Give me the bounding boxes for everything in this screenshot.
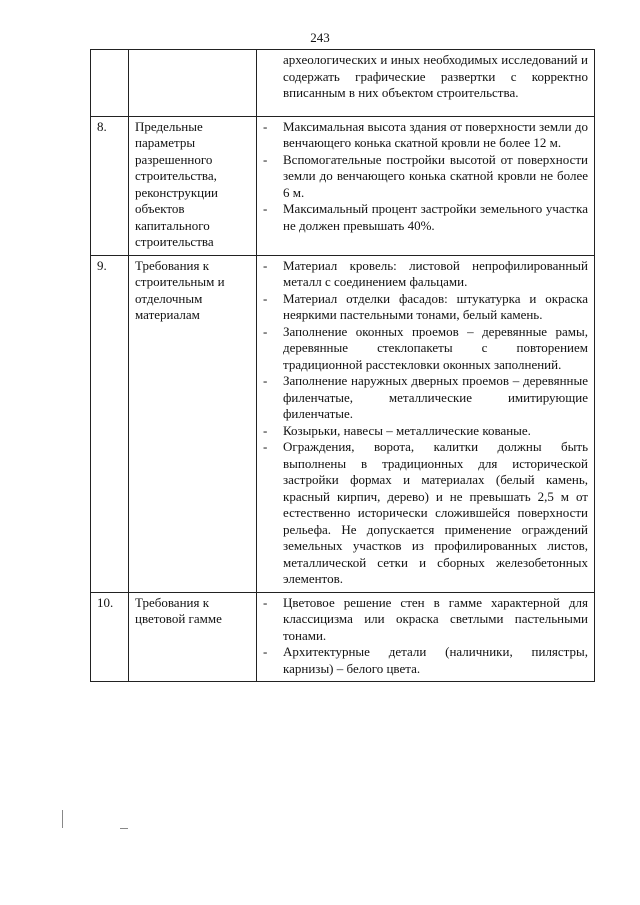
row-body (257, 50, 595, 117)
table-row-9 (91, 255, 595, 592)
dash-bullet: - (263, 201, 268, 216)
list-item: - Вспомогательные постройки высотой от поверхности земли до венчающего конька скатной кровли не более 6 м. (263, 151, 588, 200)
dash-bullet: - (263, 422, 268, 438)
list-item: - Архитектурные детали (наличники, пилястры, карнизы) – белого цвета. (263, 644, 588, 676)
scan-artifact (62, 810, 63, 828)
row-number: 9. (91, 255, 129, 592)
dash-bullet: - (263, 594, 268, 610)
dash-bullet: - (263, 257, 268, 273)
list-item: - Ограждения, ворота, калитки должны быть выполнены в традиционных для исторической застройки формах и материалах (белый камень, красный кирпич, дерево) и не превышать 2,5 м от естественно исторически сложившейся поверхности рельефа. Не допускается применение ограждений земельных участков из профилированных листов, металлической сетки и сборных железобетонных элементов. (263, 439, 588, 586)
dash-bullet: - (263, 373, 268, 388)
table-row-8 (91, 116, 595, 255)
dash-bullet: - (263, 323, 268, 339)
row-body (257, 116, 595, 255)
list-item: - Максимальная высота здания от поверхности земли до венчающего конька скатной кровли не более 12 м. (263, 118, 588, 150)
list-item: - Заполнение оконных проемов – деревянные рамы, деревянные стеклопакеты с повторением традиционной расстекловки оконных заполнений. (263, 323, 588, 372)
dash-bullet: - (263, 151, 268, 167)
dash-bullet: - (263, 290, 268, 306)
row-body (257, 255, 595, 592)
dash-bullet: - (263, 644, 268, 659)
list-item: - Материал отделки фасадов: штукатурка и окраска неяркими пастельными тонами, белый камень. (263, 290, 588, 322)
row-number: 8. (91, 116, 129, 255)
continuation-text: археологических и иных необходимых исследований и содержать графические развертки с корректно вписанным в них объектом строительства. (283, 52, 588, 100)
row-title: Требования к цветовой гамме (129, 592, 257, 682)
list-item: - Максимальный процент застройки земельного участка не должен превышать 40%. (263, 201, 588, 233)
list-item: - Заполнение наружных дверных проемов – деревянные филенчатые, металлические имитирующие филенчатые. (263, 373, 588, 421)
list-item: - Козырьки, навесы – металлические кованые. (263, 422, 531, 438)
page-number: 243 (310, 30, 330, 45)
list-item: - Материал кровель: листовой непрофилированный металл с соединением фальцами. (263, 257, 588, 289)
row-number (91, 50, 129, 117)
row-title: Требования к строительным и отделочным материалам (129, 255, 257, 592)
row-title (129, 50, 257, 117)
table-row-continuation (91, 50, 595, 117)
requirements-table (90, 49, 595, 682)
row-title: Предельные параметры разрешенного строительства, реконструкции объектов капитального строительства (129, 116, 257, 255)
scan-artifact (120, 828, 128, 829)
row-body (257, 592, 595, 682)
dash-bullet: - (263, 439, 268, 454)
row-number: 10. (91, 592, 129, 682)
list-item: - Цветовое решение стен в гамме характерной для классицизма или окраска светлыми пастельными тонами. (263, 594, 588, 643)
table-row-10 (91, 592, 595, 682)
dash-bullet: - (263, 118, 268, 134)
